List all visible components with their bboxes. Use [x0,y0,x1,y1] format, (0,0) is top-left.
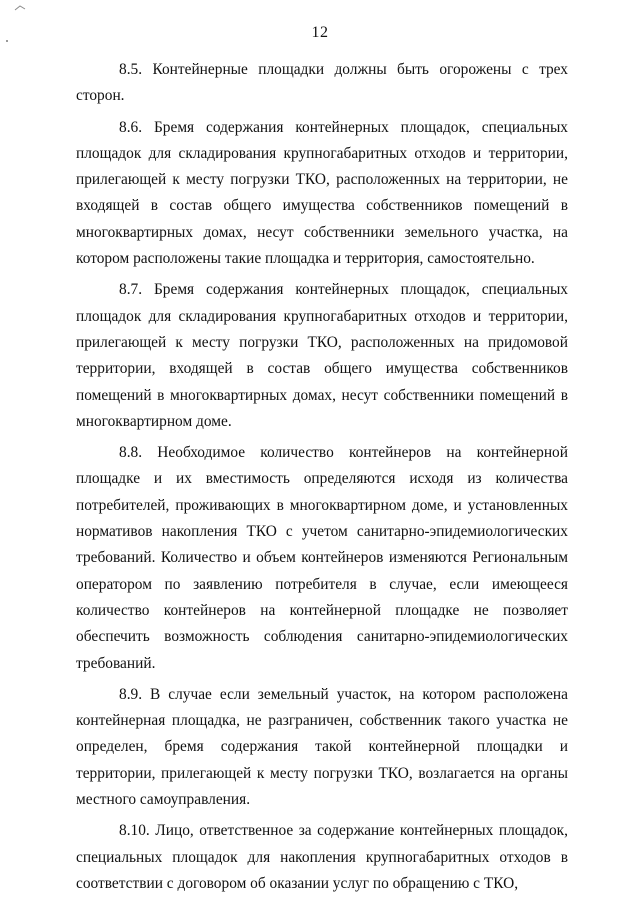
scan-mark [14,4,28,12]
paragraph-8-5: 8.5. Контейнерные площадки должны быть огорожены с трех сторон. [76,61,568,105]
paragraph-8-9: 8.9. В случае если земельный участок, на котором расположена контейнерная площадка, не разграничен, собственник такого участка не определен, бремя содержания такой контейнерной площадки и территории, прилегающей к месту погрузки ТКО, возлагается на органы местного самоуправления. [76,685,568,809]
page-number: 12 [311,24,329,41]
paragraph-8-8: 8.8. Необходимое количество контейнеров на контейнерной площадке и их вместимость определяются исходя из количества потребителей, проживающих в многоквартирном доме, и установленных нормативов накопления ТКО с учетом санитарно-эпидемиологических требований. Количество и объем контейнеров изменяются Региональным оператором по заявлению потребителя в случае, если имеющееся количество контейнеров на контейнерной площадке не позволяет обеспечить возможность соблюдения санитарно-эпидемиологических требований. [76,444,568,672]
paragraph-8-7: 8.7. Бремя содержания контейнерных площадок, специальных площадок для складирования крупногабаритных отходов и территории, прилегающей к месту погрузки ТКО, расположенных на придомовой территории, входящей в состав общего имущества собственников помещений в многоквартирных домах, несут собственники помещений в многоквартирном доме. [76,281,568,430]
paragraph-8-6: 8.6. Бремя содержания контейнерных площадок, специальных площадок для складирования крупногабаритных отходов и территории, прилегающей к месту погрузки ТКО, расположенных на территории, не входящей в состав общего имущества собственников помещений в многоквартирных домах, несут собственники земельного участка, на котором расположены такие площадка и территория, самостоятельно. [76,118,568,268]
paragraph-8-10: 8.10. Лицо, ответственное за содержание контейнерных площадок, специальных площадок для накопления крупногабаритных отходов в соответствии с договором об оказании услуг по обращению с ТКО, [76,822,568,892]
document-body [76,57,568,897]
